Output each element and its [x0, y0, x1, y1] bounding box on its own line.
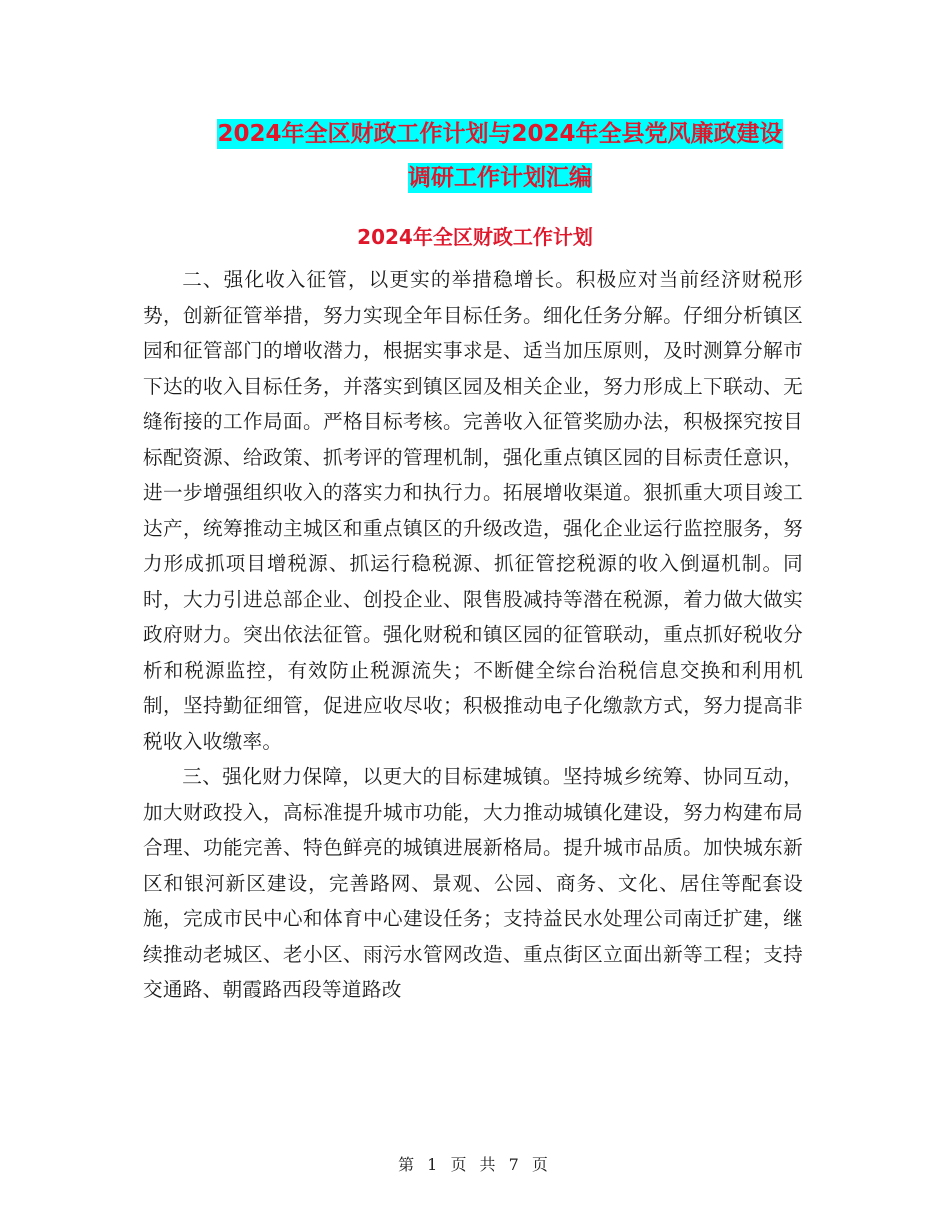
title-line-1: 2024年全区财政工作计划与2024年全县党风廉政建设 [217, 121, 783, 147]
document-body [143, 262, 803, 1008]
title-line-2: 调研工作计划汇编 [408, 165, 592, 191]
paragraph: 三、强化财力保障，以更大的目标建城镇。坚持城乡统筹、协同互动，加大财政投入，高标准提升城市功能，大力推动城镇化建设，努力构建布局合理、功能完善、特色鲜亮的城镇进展新格局。提升城市品质。加快城东新区和银河新区建设，完善路网、景观、公园、商务、文化、居住等配套设施，完成市民中心和体育中心建设任务；支持益民水处理公司南迁扩建，继续推动老城区、老小区、雨污水管网改造、重点街区立面出新等工程；支持交通路、朝霞路西段等道路改 [143, 765, 803, 1001]
page-footer: 第 1 页 共 7 页 [398, 1155, 552, 1174]
section-title: 2024年全区财政工作计划 [357, 225, 593, 249]
paragraph: 二、强化收入征管，以更实的举措稳增长。积极应对当前经济财税形势，创新征管举措，努力实现全年目标任务。细化任务分解。仔细分析镇区园和征管部门的增收潜力，根据实事求是、适当加压原则，及时测算分解市下达的收入目标任务，并落实到镇区园及相关企业，努力形成上下联动、无缝衔接的工作局面。严格目标考核。完善收入征管奖励办法，积极探究按目标配资源、给政策、抓考评的管理机制，强化重点镇区园的目标责任意识，进一步增强组织收入的落实力和执行力。拓展增收渠道。狠抓重大项目竣工达产，统筹推动主城区和重点镇区的升级改造，强化企业运行监控服务，努力形成抓项目增税源、抓运行稳税源、抓征管挖税源的收入倒逼机制。同时，大力引进总部企业、创投企业、限售股减持等潜在税源，着力做大做实政府财力。突出依法征管。强化财税和镇区园的征管联动，重点抓好税收分析和税源监控，有效防止税源流失；不断健全综台治税信息交换和利用机制，坚持勤征细管，促进应收尽收；积极推动电子化缴款方式，努力提高非税收入收缴率。 [143, 268, 803, 753]
document-title [150, 112, 850, 200]
